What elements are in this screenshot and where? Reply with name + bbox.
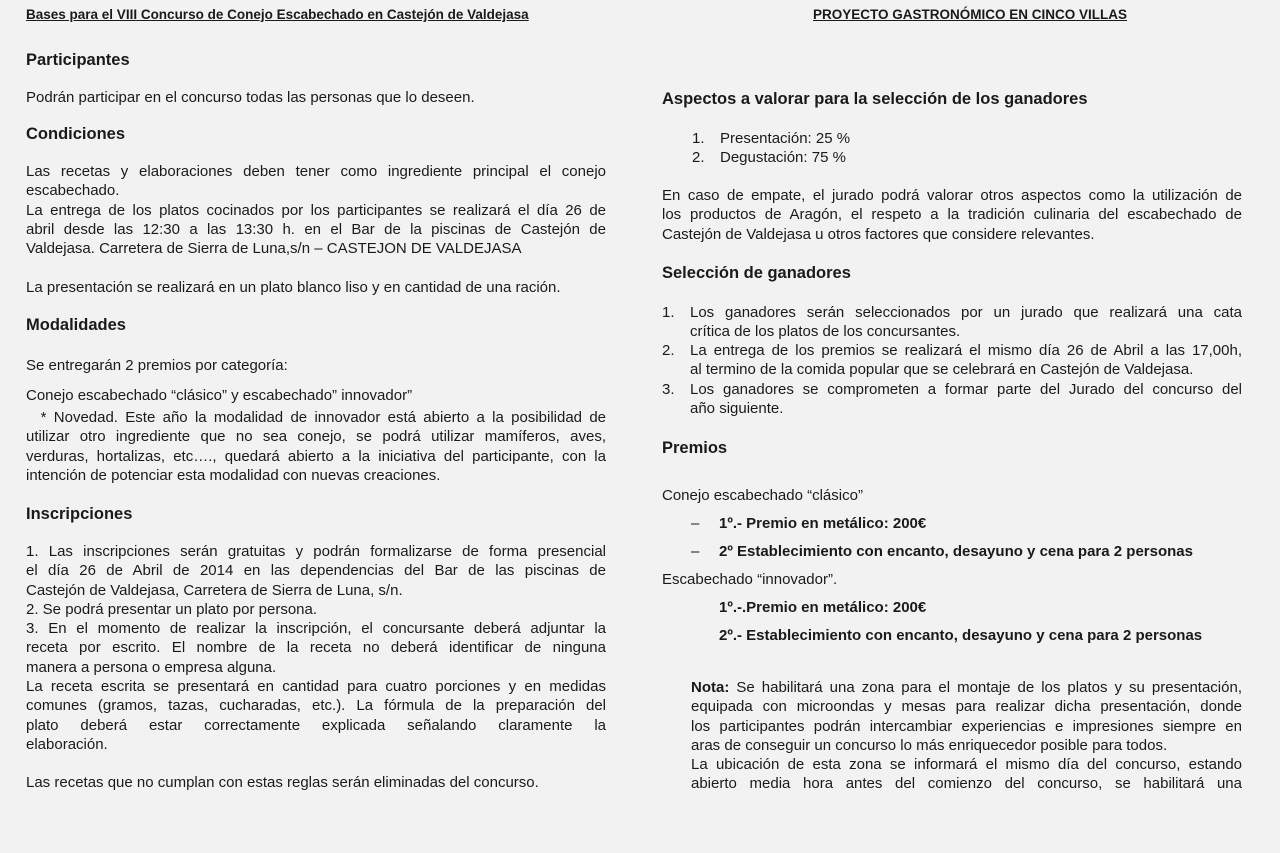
premio-item	[691, 542, 1193, 561]
text-line: escabechado.	[26, 182, 120, 200]
aspecto-item	[692, 148, 846, 167]
section-title-premios: Premios	[662, 439, 728, 457]
text-line: 2. Se podrá presentar un plato por persona.	[26, 600, 318, 618]
item-number: 1.	[692, 130, 705, 147]
premio-text: 1º.- Premio en metálico: 200€	[719, 515, 927, 532]
novedad-paragraph	[26, 408, 606, 485]
item-text: Degustación: 75 %	[720, 149, 846, 166]
text-line: verduras, hortalizas, etc…., quedará abierto a la iniciativa del participante, con la	[26, 447, 606, 465]
text-line: utilizar otro ingrediente que no sea conejo, se podrá utilizar mamíferos, aves,	[26, 428, 606, 446]
nota-paragraph	[691, 678, 1242, 794]
text-line: elaboración.	[26, 735, 108, 753]
premio-item: 2º.- Establecimiento con encanto, desayuno y cena para 2 personas	[719, 627, 1203, 644]
text-line: La entrega de los premios se realizará el mismo día 26 de Abril a las 17,00h,	[690, 342, 1242, 359]
nota-label: Nota:	[691, 679, 730, 696]
item-text	[690, 303, 1242, 342]
text-line: Los ganadores se comprometen a formar parte del Jurado del concurso del	[690, 381, 1242, 398]
item-number: 2.	[662, 342, 675, 359]
text-line: comunes (gramos, tazas, cucharadas, etc.). La fórmula de la preparación del	[26, 697, 606, 715]
text-line	[691, 678, 1242, 697]
text-line: Valdejasa. Carretera de Sierra de Luna,s/n – CASTEJON DE VALDEJASA	[26, 240, 522, 258]
text-line: el día 26 de Abril de 2014 en las dependencias del Bar de las piscinas de	[26, 562, 606, 580]
section-title-seleccion: Selección de ganadores	[662, 264, 851, 282]
section-title-condiciones: Condiciones	[26, 125, 126, 143]
condiciones-paragraph	[26, 162, 606, 258]
text-line: abierto media hora antes del comienzo del concurso, se habilitará una	[691, 775, 1242, 793]
section-title-modalidades: Modalidades	[26, 316, 126, 334]
empate-paragraph	[662, 186, 1242, 244]
text-line: Las recetas y elaboraciones deben tener como ingrediente principal el conejo	[26, 163, 606, 180]
text-line: Los ganadores serán seleccionados por un jurado que realizará una cata	[690, 304, 1242, 321]
dash-bullet: –	[691, 543, 700, 560]
item-text	[690, 341, 1242, 380]
item-text	[690, 380, 1242, 419]
text-line: los productos de Aragón, el respeto a la tradición culinaria del escabechado de	[662, 206, 1242, 224]
category-innovador: escabechado” innovador”	[242, 387, 413, 404]
premio-text: 2º Establecimiento con encanto, desayuno y cena para 2 personas	[719, 543, 1193, 560]
text-line: crítica de los platos de los concursantes.	[690, 323, 961, 341]
premio-item	[691, 514, 926, 533]
text-line: En caso de empate, el jurado podrá valorar otros aspectos como la utilización de	[662, 187, 1242, 204]
left-column	[26, 0, 606, 853]
text-line: receta por escrito. El nombre de la receta no deberá identificar de ninguna	[26, 639, 606, 657]
text-line: plato deberá estar correctamente explicada señalando claramente la	[26, 716, 606, 734]
inscripciones-final: Las recetas que no cumplan con estas reglas serán eliminadas del concurso.	[26, 774, 539, 791]
modalidades-intro: Se entregarán 2 premios por categoría:	[26, 357, 288, 374]
condiciones-presentacion: La presentación se realizará en un plato blanco liso y en cantidad de una ración.	[26, 279, 561, 296]
text-line: La entrega de los platos cocinados por los participantes se realizará el día 26 de	[26, 201, 606, 219]
section-title-participantes: Participantes	[26, 51, 130, 69]
text-line: manera a persona o empresa alguna.	[26, 658, 277, 676]
text-line: equipada con microondas y mesas para realizar dicha presentación, donde	[691, 698, 1242, 716]
item-number: 3.	[662, 381, 675, 398]
text-line: La receta escrita se presentará en cantidad para cuatro porciones y en medidas	[26, 678, 606, 696]
item-number: 1.	[662, 304, 675, 321]
item-number: 2.	[692, 149, 705, 166]
text-line: 1. Las inscripciones serán gratuitas y podrán formalizarse de forma presencial	[26, 543, 606, 560]
text-line: intención de potenciar esta modalidad con nuevas creaciones.	[26, 466, 441, 484]
text-fragment: Se habilitará una zona para el montaje de los platos y su presentación,	[729, 679, 1242, 696]
text-line: aras de conseguir un concurso lo más enriquecedor posible para todos.	[691, 736, 1168, 754]
document-header-left: Bases para el VIII Concurso de Conejo Escabechado en Castejón de Valdejasa	[26, 7, 529, 22]
section-title-aspectos: Aspectos a valorar para la selección de los ganadores	[662, 90, 1088, 108]
premios-categoria-innovador: Escabechado “innovador”.	[662, 571, 838, 588]
text-line: abril desde las 12:30 a las 13:30 h. en el Bar de la piscinas de Castejón de	[26, 220, 606, 238]
text-line: Castejón de Valdejasa, Carretera de Sierra de Luna, s/n.	[26, 581, 403, 599]
inscripciones-paragraph	[26, 542, 606, 754]
text-line: al termino de la comida popular que se celebrará en Castejón de Valdejasa.	[690, 361, 1194, 379]
document-header-right: PROYECTO GASTRONÓMICO EN CINCO VILLAS	[813, 7, 1128, 22]
text-line: Castejón de Valdejasa u otros factores que considere relevantes.	[662, 225, 1095, 243]
right-column	[662, 0, 1242, 853]
premios-categoria-clasico: Conejo escabechado “clásico”	[662, 487, 863, 504]
dash-bullet: –	[691, 515, 700, 532]
modalidades-categorias	[26, 386, 606, 405]
item-text: Presentación: 25 %	[720, 130, 851, 147]
section-title-inscripciones: Inscripciones	[26, 505, 133, 523]
category-clasico: Conejo escabechado “clásico	[26, 387, 222, 404]
premio-item: 1º.-.Premio en metálico: 200€	[719, 599, 927, 616]
text-line: * Novedad. Este año la modalidad de innovador está abierto a la posibilidad de	[26, 409, 606, 426]
aspecto-item	[692, 129, 850, 148]
participantes-text: Podrán participar en el concurso todas las personas que lo deseen.	[26, 89, 475, 106]
text-line: 3. En el momento de realizar la inscripción, el concursante deberá adjuntar la	[26, 620, 606, 638]
text-line: año siguiente.	[690, 400, 784, 418]
text-line: La ubicación de esta zona se informará el mismo día del concurso, estando	[691, 756, 1242, 774]
text-line: los participantes podrán intercambiar experiencias e impresiones siempre en	[691, 717, 1242, 735]
category-separator: ” y	[221, 387, 243, 404]
